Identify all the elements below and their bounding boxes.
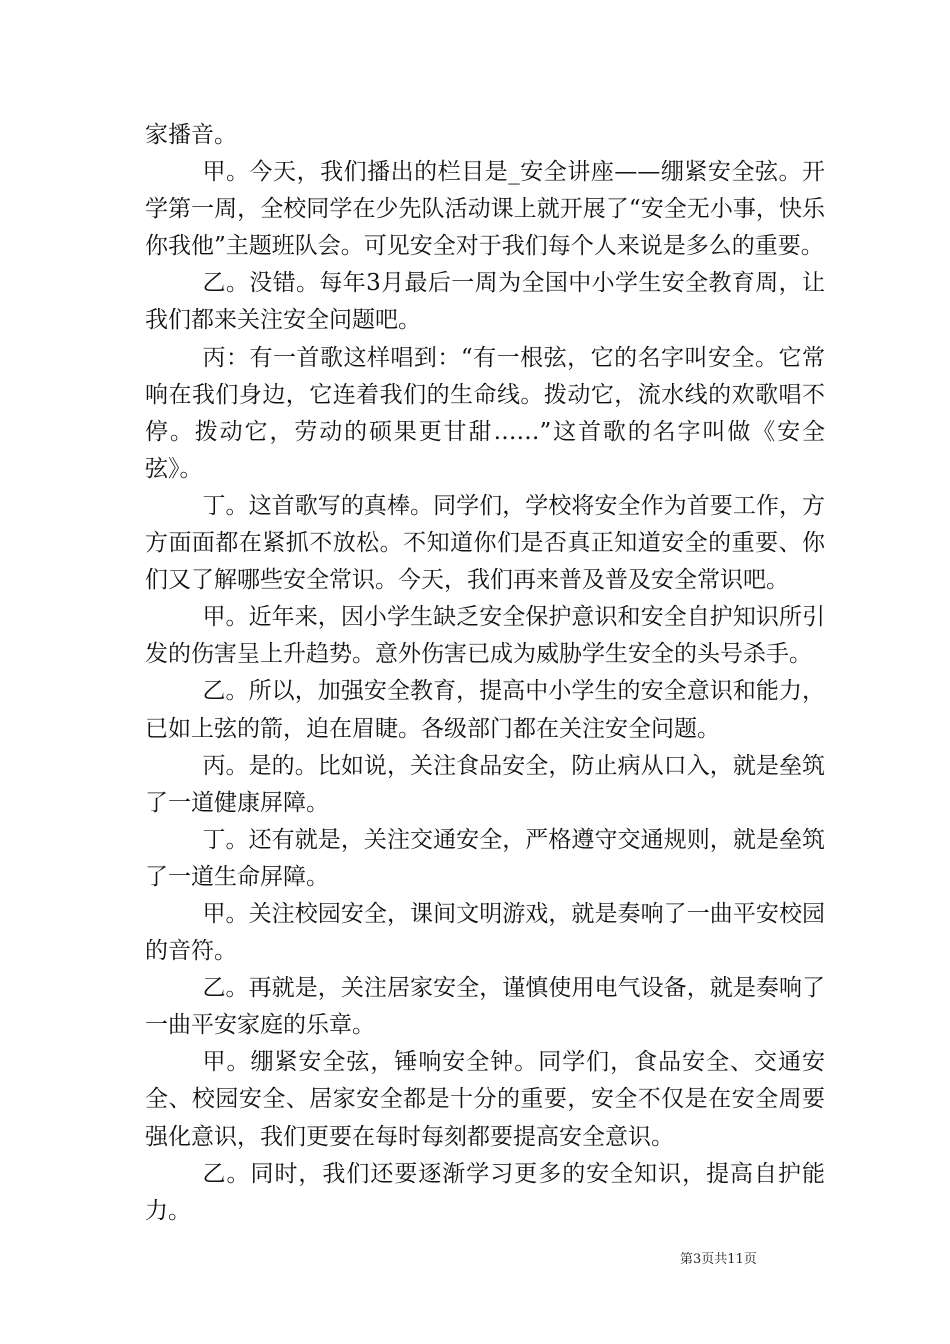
paragraph: 丁。这首歌写的真棒。同学们，学校将安全作为首要工作，方方面面都在紧抓不放松。不知道你们是否真正知道安全的重要、你们又了解哪些安全常识。今天，我们再来普及普及安全常识吧。 xyxy=(145,492,825,594)
paragraph: 甲。绷紧安全弦，锤响安全钟。同学们，食品安全、交通安全、校园安全、居家安全都是十分的重要，安全不仅是在安全周要强化意识，我们更要在每时每刻都要提高安全意识。 xyxy=(145,1049,825,1150)
page-number-footer: 第3页共11页 xyxy=(680,1252,757,1267)
paragraph: 乙。没错。每年3月最后一周为全国中小学生安全教育周，让我们都来关注安全问题吧。 xyxy=(145,270,825,334)
paragraph: 甲。近年来，因小学生缺乏安全保护意识和安全自护知识所引发的伤害呈上升趋势。意外伤害已成为威胁学生安全的头号杀手。 xyxy=(145,604,825,668)
paragraph: 甲。关注校园安全，课间文明游戏，就是奏响了一曲平安校园的音符。 xyxy=(145,900,825,965)
paragraph: 丙。是的。比如说，关注食品安全，防止病从口入，就是垒筑了一道健康屏障。 xyxy=(145,752,825,816)
paragraph: 丙：有一首歌这样唱到：“有一根弦，它的名字叫安全。它常响在我们身边，它连着我们的生命线。拨动它，流水线的欢歌唱不停。拨动它，劳动的硕果更甘甜……”这首歌的名字叫做《安全弦》。 xyxy=(145,344,825,482)
paragraph: 丁。还有就是，关注交通安全，严格遵守交通规则，就是垒筑了一道生命屏障。 xyxy=(145,826,825,890)
paragraph: 家播音。 xyxy=(145,122,237,148)
document-body xyxy=(145,117,825,1230)
paragraph: 乙。所以，加强安全教育，提高中小学生的安全意识和能力，已如上弦的箭，迫在眉睫。各级部门都在关注安全问题。 xyxy=(145,678,825,742)
paragraph: 甲。今天，我们播出的栏目是_安全讲座——绷紧安全弦。开学第一周，全校同学在少先队活动课上就开展了“安全无小事，快乐你我他”主题班队会。可见安全对于我们每个人来说是多么的重要。 xyxy=(145,159,825,260)
paragraph: 乙。再就是，关注居家安全，谨慎使用电气设备，就是奏响了一曲平安家庭的乐章。 xyxy=(145,975,825,1039)
paragraph: 乙。同时，我们还要逐渐学习更多的安全知识，提高自护能力。 xyxy=(145,1160,825,1224)
